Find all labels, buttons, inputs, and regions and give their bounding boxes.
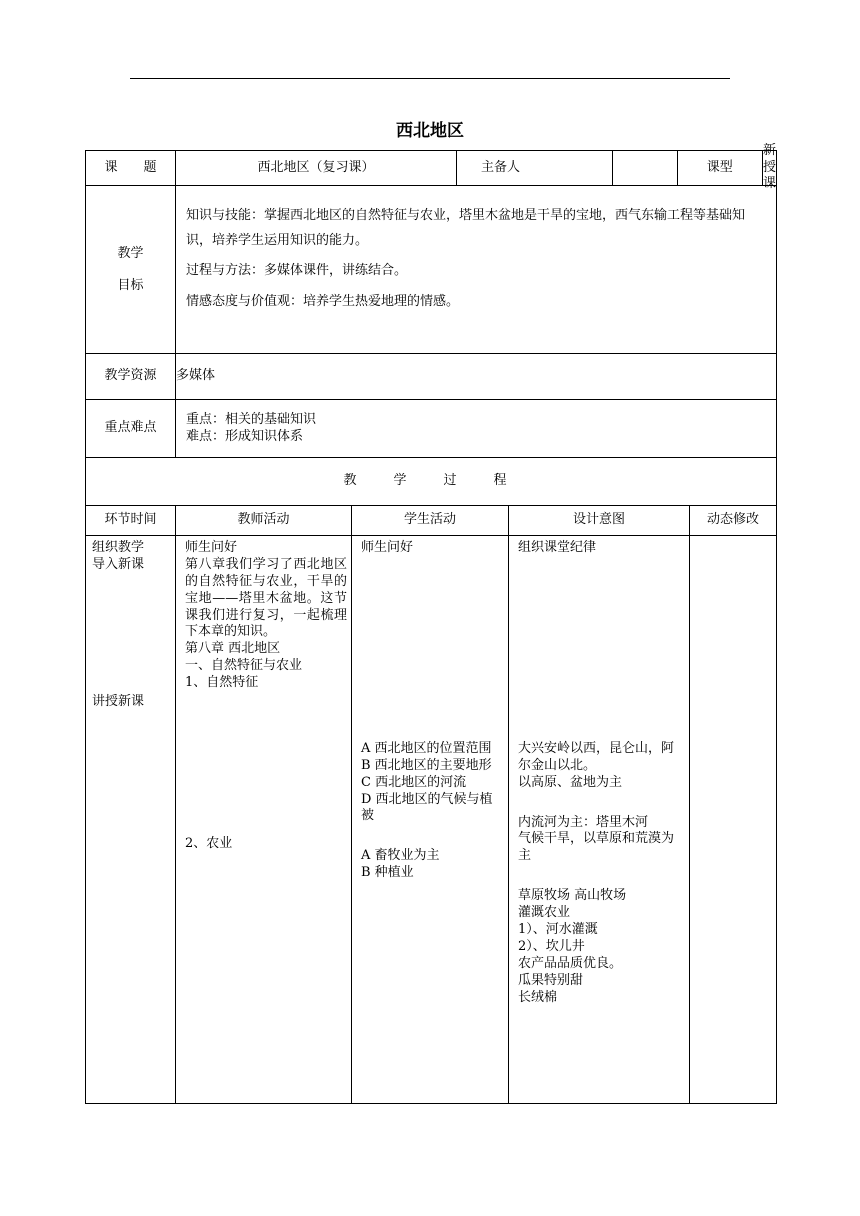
design-quality: 农产品品质优良。 xyxy=(518,955,623,971)
student-planting: B 种植业 xyxy=(361,865,414,881)
student-cell xyxy=(352,536,509,1104)
teacher-intro: 第八章我们学习了西北地区的自然特征与农业，干旱的宝地——塔里木盆地。这节课我们进行复习，一起梳理下本章的知识。 xyxy=(185,556,347,640)
goal-attitude: 情感态度与价值观：培养学生热爱地理的情感。 xyxy=(186,294,460,310)
col-stage: 环节时间 xyxy=(86,506,176,536)
resources-row xyxy=(86,354,777,400)
goals-label: 教学 目标 xyxy=(86,186,176,354)
stage-intro: 导入新课 xyxy=(92,556,145,572)
design-terrain: 以高原、盆地为主 xyxy=(518,774,623,790)
design-location: 大兴安岭以西，昆仑山，阿尔金山以北。 xyxy=(518,740,675,773)
stage-cell xyxy=(86,536,176,1104)
keypoints-label: 重点难点 xyxy=(86,400,176,458)
revision-cell xyxy=(690,536,777,1104)
type-label: 课型 xyxy=(678,151,763,185)
header-rule xyxy=(130,78,730,79)
difficult-point: 难点：形成知识体系 xyxy=(186,428,304,444)
goal-method: 过程与方法：多媒体课件，讲练结合。 xyxy=(186,263,408,279)
teacher-chapter: 第八章 西北地区 xyxy=(185,641,281,657)
document-title: 西北地区 xyxy=(396,121,464,141)
goals-row xyxy=(86,186,777,354)
column-header-row xyxy=(86,506,777,536)
key-point: 重点：相关的基础知识 xyxy=(186,411,317,427)
type-value: 新授课 xyxy=(763,142,777,192)
design-cell xyxy=(509,536,690,1104)
resources-value: 多媒体 xyxy=(176,354,777,400)
lesson-plan-table xyxy=(85,142,777,1104)
design-irrigation: 灌溉农业 xyxy=(518,905,571,921)
process-heading: 教 学 过 程 xyxy=(86,458,777,506)
header-row xyxy=(86,151,777,186)
design-cotton: 长绒棉 xyxy=(518,989,558,1005)
student-greet: 师生问好 xyxy=(361,540,414,555)
student-climate: D 西北地区的气候与植被 xyxy=(361,791,493,824)
preparer-value xyxy=(613,151,678,185)
teacher-section: 一、自然特征与农业 xyxy=(185,658,303,674)
student-location: A 西北地区的位置范围 xyxy=(361,740,492,756)
design-melons: 瓜果特别甜 xyxy=(518,972,584,988)
teacher-agriculture: 2、农业 xyxy=(185,836,233,852)
goal-knowledge: 知识与技能：掌握西北地区的自然特征与农业，塔里木盆地是干旱的宝地，西气东输工程等基础知识，培养学生运用知识的能力。 xyxy=(186,208,746,248)
design-discipline: 组织课堂纪律 xyxy=(518,540,597,555)
student-livestock: A 畜牧业为主 xyxy=(361,848,440,864)
course-value: 西北地区（复习课） xyxy=(176,151,457,186)
col-design: 设计意图 xyxy=(509,506,690,536)
teacher-natural: 1、自然特征 xyxy=(185,675,259,691)
teacher-greet: 师生问好 xyxy=(185,540,238,555)
design-rivers: 内流河为主：塔里木河 xyxy=(518,814,649,830)
design-karez: 2）、坎儿井 xyxy=(518,938,585,954)
design-pasture: 草原牧场 高山牧场 xyxy=(518,888,627,904)
design-river-irrigation: 1）、河水灌溉 xyxy=(518,922,598,938)
col-teacher: 教师活动 xyxy=(176,506,352,536)
design-climate: 气候干旱，以草原和荒漠为主 xyxy=(518,831,675,864)
col-student: 学生活动 xyxy=(352,506,509,536)
stage-teach: 讲授新课 xyxy=(92,693,145,709)
col-revision: 动态修改 xyxy=(690,506,777,536)
keypoints-row xyxy=(86,400,777,458)
keypoints-content xyxy=(176,400,777,458)
teacher-cell xyxy=(176,536,352,1104)
process-heading-row xyxy=(86,458,777,506)
course-label: 课 题 xyxy=(86,151,176,186)
student-rivers: C 西北地区的河流 xyxy=(361,774,467,790)
goals-content xyxy=(176,186,777,354)
resources-label: 教学资源 xyxy=(86,354,176,400)
student-terrain: B 西北地区的主要地形 xyxy=(361,757,492,773)
preparer-label: 主备人 xyxy=(457,151,613,186)
process-body-row xyxy=(86,536,777,1104)
stage-organize: 组织教学 xyxy=(92,540,145,555)
